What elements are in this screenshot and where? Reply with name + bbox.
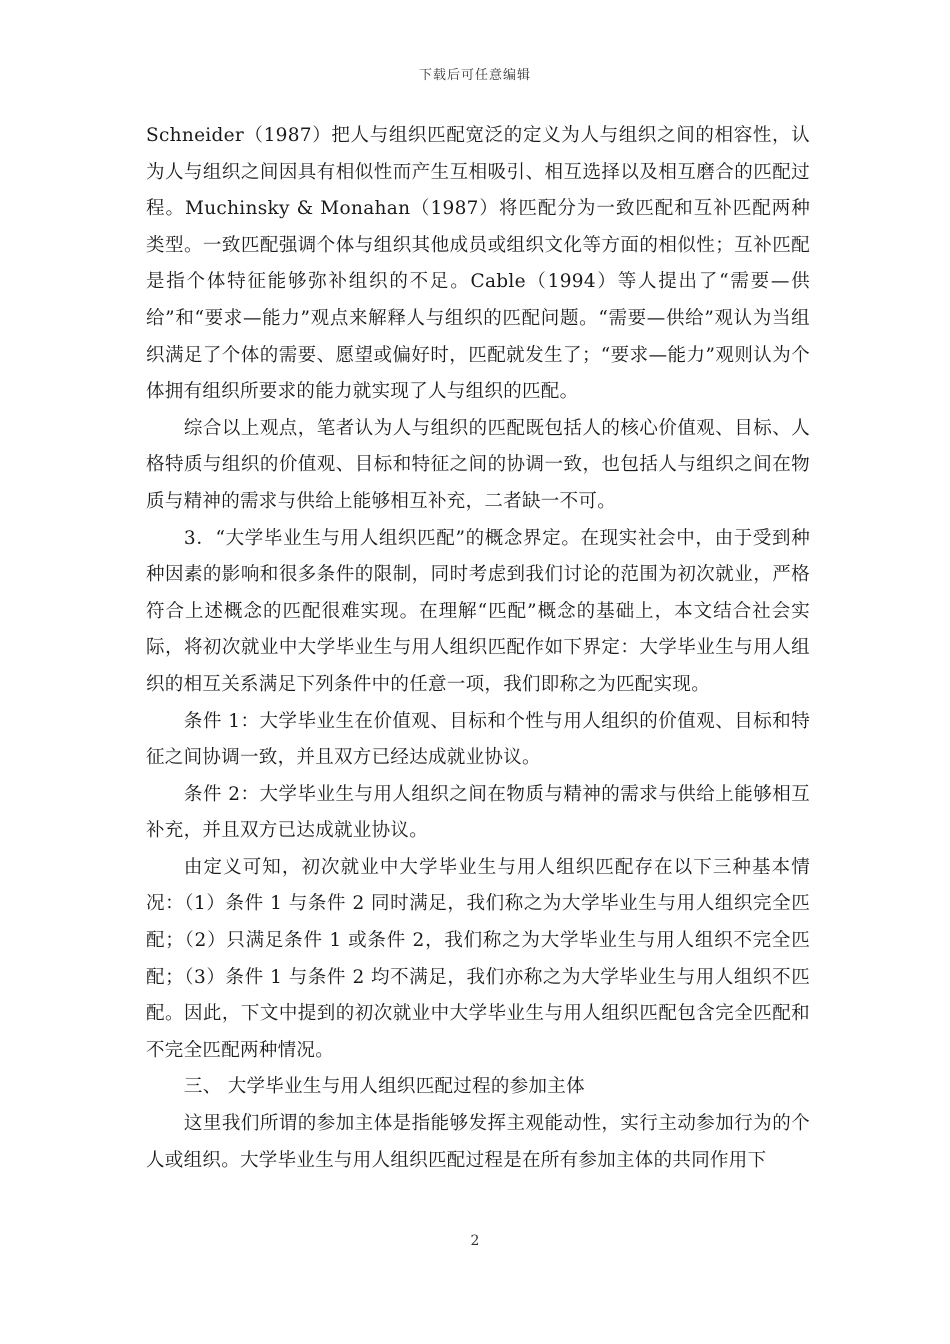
document-body [146, 118, 810, 1179]
paragraph-three-situations: 由定义可知，初次就业中大学毕业生与用人组织匹配存在以下三种基本情况：（1）条件 1 与条件 2 同时满足，我们称之为大学毕业生与用人组织完全匹配；（2）只满足条件 1 或条件 2，我们称之为大学毕业生与用人组织不完全匹配；（3）条件 1 与条件 2 均不满足，我们亦称之为大学毕业生与用人组织不匹配。因此，下文中提到的初次就业中大学毕业生与用人组织匹配包含完全匹配和不完全匹配两种情况。 [146, 856, 810, 1061]
paragraph-participants: 这里我们所谓的参加主体是指能够发挥主观能动性，实行主动参加行为的个人或组织。大学毕业生与用人组织匹配过程是在所有参加主体的共同作用下 [146, 1113, 810, 1171]
section-heading-participants: 三、 大学毕业生与用人组织匹配过程的参加主体 [183, 1076, 585, 1098]
paragraph-concept-definition: 3．“大学毕业生与用人组织匹配”的概念界定。在现实社会中，由于受到种种因素的影响和很多条件的限制，同时考虑到我们讨论的范围为初次就业，严格符合上述概念的匹配很难实现。在理解“匹配”概念的基础上，本文结合社会实际，将初次就业中大学毕业生与用人组织匹配作如下界定：大学毕业生与用人组织的相互关系满足下列条件中的任意一项，我们即称之为匹配实现。 [146, 527, 810, 695]
paragraph-schneider-definition: Schneider（1987）把人与组织匹配宽泛的定义为人与组织之间的相容性，认为人与组织之间因具有相似性而产生互相吸引、相互选择以及相互磨合的匹配过程。Muchinsky & Monahan（1987）将匹配分为一致匹配和互补匹配两种类型。一致匹配强调个体与组织其他成员或组织文化等方面的相似性；互补匹配是指个体特征能够弥补组织的不足。Cable（1994）等人提出了“需要—供给”和“要求—能力”观点来解释人与组织的匹配问题。“需要—供给”观认为当组织满足了个体的需要、愿望或偏好时，匹配就发生了；“要求—能力”观则认为个体拥有组织所要求的能力就实现了人与组织的匹配。 [146, 125, 810, 403]
page-header: 下载后可任意编辑 [418, 68, 531, 83]
paragraph-author-view: 综合以上观点，笔者认为人与组织的匹配既包括人的核心价值观、目标、人格特质与组织的价值观、目标和特征之间的协调一致，也包括人与组织之间在物质与精神的需求与供给上能够相互补充，二者缺一不可。 [146, 417, 810, 512]
paragraph-condition-1: 条件 1：大学毕业生在价值观、目标和个性与用人组织的价值观、目标和特征之间协调一致，并且双方已经达成就业协议。 [146, 710, 810, 769]
page-number: 2 [470, 1233, 480, 1249]
paragraph-condition-2: 条件 2：大学毕业生与用人组织之间在物质与精神的需求与供给上能够相互补充，并且双方已达成就业协议。 [146, 783, 810, 842]
